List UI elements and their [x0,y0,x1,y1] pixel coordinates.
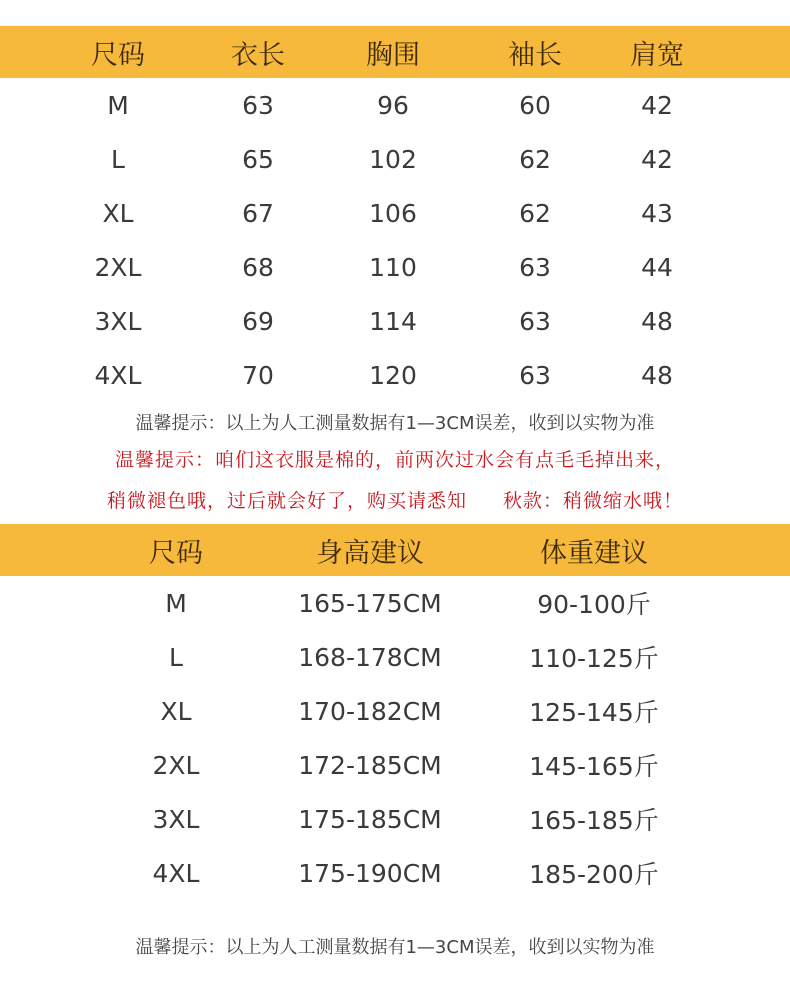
header-sleeve: 袖长 [508,39,562,71]
header-size: 尺码 [91,39,145,71]
header-length: 衣长 [231,39,285,71]
cell-height: 165-175CM [298,588,442,618]
cell-shoulder: 48 [641,306,673,336]
care-notice-line1: 温馨提示：咱们这衣服是棉的，前两次过水会有点毛毛掉出来， [114,449,675,471]
cell-weight: 165-185斤 [529,806,659,835]
measurement-table [0,26,790,390]
measurement-tip: 温馨提示：以上为人工测量数据有1—3CM误差，收到以实物为准 [135,413,655,434]
cell-length: 63 [242,90,274,120]
cell-weight: 145-165斤 [529,752,659,781]
cell-size: 3XL [94,306,142,336]
cell-size: 3XL [152,804,200,834]
cell-chest: 96 [377,90,409,120]
cell-weight: 90-100斤 [537,590,651,619]
cell-shoulder: 48 [641,360,673,390]
cell-size: 4XL [94,360,142,390]
cell-sleeve: 62 [519,144,551,174]
cell-length: 68 [242,252,274,282]
cell-weight: 185-200斤 [529,860,659,889]
care-notice-shrink: 秋款：稍微缩水哦！ [503,490,684,512]
cell-sleeve: 63 [519,252,551,282]
cell-chest: 110 [369,252,417,282]
cell-sleeve: 62 [519,198,551,228]
table-row [0,738,790,792]
cell-shoulder: 42 [641,144,673,174]
table-row [0,132,790,186]
table-row [0,294,790,348]
cell-height: 175-185CM [298,804,442,834]
cell-size: XL [102,198,134,228]
care-notice-line2 [0,486,790,513]
cell-size: L [111,144,125,174]
cell-length: 70 [242,360,274,390]
cell-height: 168-178CM [298,642,442,672]
cell-chest: 120 [369,360,417,390]
table-row [0,186,790,240]
recommendation-table [0,524,790,889]
header-height: 身高建议 [316,537,424,569]
cell-length: 69 [242,306,274,336]
cell-size: M [165,588,187,618]
cell-size: XL [160,696,192,726]
header-chest: 胸围 [366,39,420,71]
cell-height: 172-185CM [298,750,442,780]
table-row [0,792,790,846]
cell-height: 175-190CM [298,858,442,888]
table-row [0,348,790,402]
cell-length: 65 [242,144,274,174]
cell-weight: 110-125斤 [529,644,659,673]
cell-chest: 106 [369,198,417,228]
measurement-table-header [0,26,790,78]
header-shoulder: 肩宽 [630,39,684,71]
cell-chest: 102 [369,144,417,174]
cell-shoulder: 42 [641,90,673,120]
cell-shoulder: 44 [641,252,673,282]
cell-weight: 125-145斤 [529,698,659,727]
cell-chest: 114 [369,306,417,336]
table-row [0,240,790,294]
cell-height: 170-182CM [298,696,442,726]
cell-size: 2XL [94,252,142,282]
cell-size: 2XL [152,750,200,780]
table-row [0,684,790,738]
cell-size: 4XL [152,858,200,888]
recommendation-table-header [0,524,790,576]
table-row [0,846,790,900]
header-size: 尺码 [149,537,203,569]
care-notice-fade: 稍微褪色哦，过后就会好了，购买请悉知 [106,490,467,512]
cell-length: 67 [242,198,274,228]
cell-shoulder: 43 [641,198,673,228]
table-row [0,78,790,132]
cell-size: M [107,90,129,120]
cell-size: L [169,642,183,672]
cell-sleeve: 60 [519,90,551,120]
header-weight: 体重建议 [540,537,648,569]
table-row [0,576,790,630]
measurement-tip-bottom: 温馨提示：以上为人工测量数据有1—3CM误差，收到以实物为准 [135,937,655,958]
cell-sleeve: 63 [519,360,551,390]
cell-sleeve: 63 [519,306,551,336]
table-row [0,630,790,684]
